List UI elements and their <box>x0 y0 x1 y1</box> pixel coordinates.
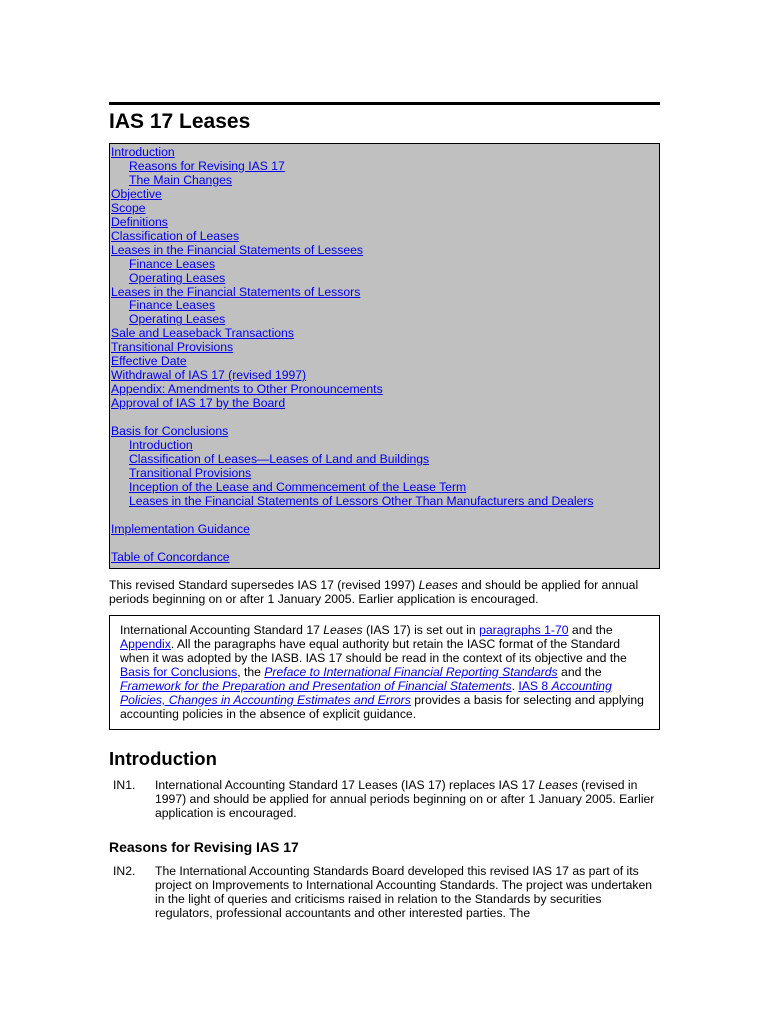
title-rule <box>109 102 660 105</box>
paragraph-in1 <box>109 778 660 820</box>
toc-item-link[interactable]: Definitions <box>111 214 168 229</box>
toc-item-link[interactable]: Basis for Conclusions <box>111 424 229 439</box>
toc-item-link[interactable]: Table of Concordance <box>111 549 230 564</box>
toc-subitem-link[interactable]: Classification of Leases—Leases of Land and Buildings <box>129 451 430 466</box>
toc-item-link[interactable]: Leases in the Financial Statements of Lessors <box>111 284 361 299</box>
toc-item-link[interactable]: Leases in the Financial Statements of Lessees <box>111 242 364 257</box>
toc-subitem-link[interactable]: Transitional Provisions <box>129 465 252 480</box>
supersede-note: This revised Standard supersedes IAS 17 (revised 1997) Leases and should be applied for annual periods beginning on or after 1 January 2005. Earlier application is encouraged. <box>109 577 639 606</box>
paragraph-text: International Accounting Standard 17 Leases (IAS 17) replaces IAS 17 Leases (revised in 1997) and should be applied for annual periods beginning on or after 1 January 2005. Earlier application is encouraged. <box>155 777 655 820</box>
toc-item-link[interactable]: Classification of Leases <box>111 228 240 243</box>
toc-subitem-link[interactable]: Introduction <box>129 438 193 452</box>
toc-item-link[interactable]: Withdrawal of IAS 17 (revised 1997) <box>111 368 307 383</box>
introduction-heading: Introduction <box>109 747 217 769</box>
toc-item-link[interactable]: Objective <box>111 186 162 201</box>
toc-item-link[interactable]: Introduction <box>111 145 175 159</box>
toc-subitem-link[interactable]: The Main Changes <box>129 172 232 187</box>
paragraph-in2 <box>109 864 660 920</box>
toc-item-link[interactable]: Transitional Provisions <box>111 340 234 355</box>
toc-item-link[interactable]: Approval of IAS 17 by the Board <box>111 396 286 411</box>
toc-item-link[interactable]: Scope <box>111 200 146 215</box>
toc-subitem-link[interactable]: Finance Leases <box>129 256 216 271</box>
table-of-contents <box>109 143 660 569</box>
link-appendix[interactable]: Appendix <box>120 636 171 651</box>
toc-item-link[interactable]: Implementation Guidance <box>111 521 250 536</box>
paragraph-number: IN1. <box>113 777 136 792</box>
toc-subitem-link[interactable]: Operating Leases <box>129 270 226 285</box>
toc-subitem-link[interactable]: Inception of the Lease and Commencement of the Lease Term <box>129 479 467 494</box>
toc-spacer <box>110 509 659 523</box>
document-title: IAS 17 Leases <box>109 110 251 133</box>
reasons-heading: Reasons for Revising IAS 17 <box>109 838 299 855</box>
standard-notice-box: International Accounting Standard 17 Leases (IAS 17) is set out in paragraphs 1-70 and the Appendix. All the paragraphs have equal authority but retain the IASC format of the Standard when it was adopted by the IASB. IAS 17 should be read in the context of its objective and the Basis for Conclusions, the Preface to International Financial Reporting Standards and the Framework for the Preparation and Presentation of Financial Statements. IAS 8 Accounting Policies, Changes in Accounting Estimates and Errors provides a basis for selecting and applying accounting policies in the absence of explicit guidance. <box>109 615 660 730</box>
toc-spacer <box>110 537 659 551</box>
toc-subitem-link[interactable]: Operating Leases <box>129 312 226 327</box>
paragraph-text: The International Accounting Standards Board developed this revised IAS 17 as part of its project on Improvements to International Accounting Standards. The project was undertaken in the light of queries and criticisms raised in relation to the Standards by securities regulators, professional accountants and other interested parties. The <box>155 863 653 920</box>
toc-item-link[interactable]: Sale and Leaseback Transactions <box>111 326 294 341</box>
link-ias8[interactable]: IAS 8 Accounting Policies, Changes in Accounting Estimates and Errors <box>120 678 612 707</box>
toc-spacer <box>110 411 659 425</box>
toc-item-link[interactable]: Appendix: Amendments to Other Pronouncements <box>111 382 383 397</box>
toc-item-link[interactable]: Effective Date <box>111 354 187 369</box>
toc-subitem-link[interactable]: Finance Leases <box>129 298 216 313</box>
toc-subitem-link[interactable]: Leases in the Financial Statements of Lessors Other Than Manufacturers and Dealers <box>129 493 594 508</box>
toc-subitem-link[interactable]: Reasons for Revising IAS 17 <box>129 158 285 173</box>
link-framework[interactable]: Framework for the Preparation and Presentation of Financial Statements <box>120 678 512 693</box>
link-preface[interactable]: Preface to International Financial Reporting Standards <box>264 664 558 679</box>
document-page <box>109 102 660 920</box>
link-paragraphs[interactable]: paragraphs 1-70 <box>479 622 569 637</box>
link-basis-for-conclusions[interactable]: Basis for Conclusions <box>120 664 238 679</box>
paragraph-number: IN2. <box>113 863 136 878</box>
